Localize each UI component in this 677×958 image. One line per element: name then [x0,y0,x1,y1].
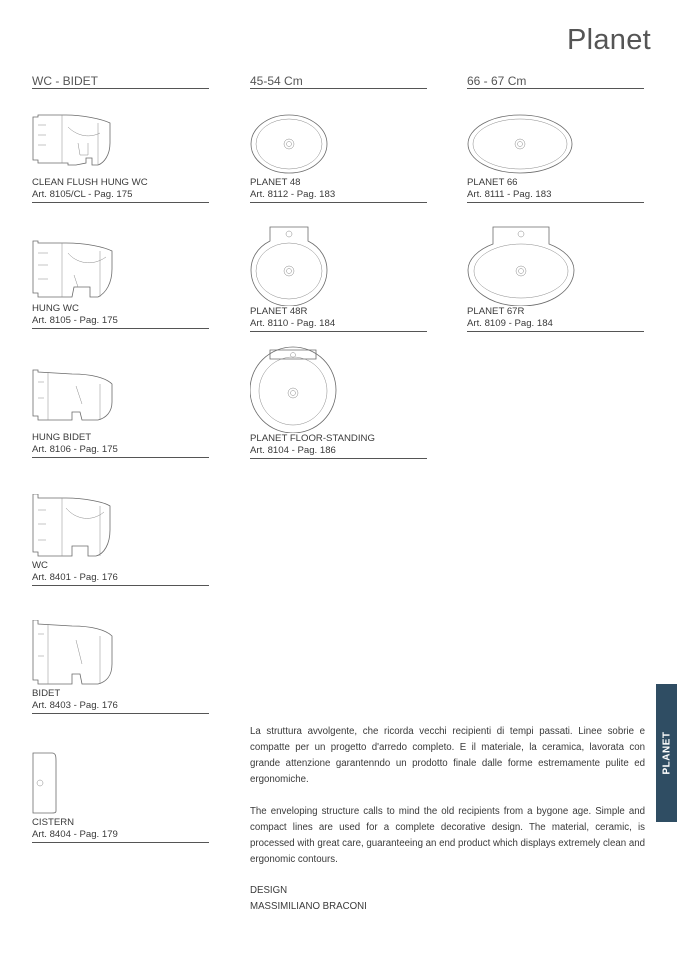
product-reference: Art. 8109 - Pag. 184 [467,318,644,332]
product-reference: Art. 8403 - Pag. 176 [32,700,209,714]
design-label: DESIGN [250,885,288,896]
product-hung-bidet[interactable] [32,368,209,458]
product-reference: Art. 8111 - Pag. 183 [467,189,644,203]
planet-floor-standing-drawing [250,345,427,433]
bidet-drawing [32,620,209,688]
planet-48r-drawing [250,226,427,306]
product-name: PLANET FLOOR-STANDING [250,433,375,444]
product-reference: Art. 8105 - Pag. 175 [32,315,209,329]
product-wc[interactable] [32,494,209,586]
cistern-drawing [32,751,209,817]
product-clean-flush-hung-wc[interactable] [32,113,209,203]
product-reference: Art. 8106 - Pag. 175 [32,444,209,458]
product-name: CLEAN FLUSH HUNG WC [32,177,148,188]
product-hung-wc[interactable] [32,239,209,329]
designer-name: MASSIMILIANO BRACONI [250,901,367,912]
product-name: PLANET 48R [250,306,308,317]
product-reference: Art. 8110 - Pag. 184 [250,318,427,332]
column-heading-66-67: 66 - 67 Cm [467,76,644,89]
product-name: CISTERN [32,817,75,828]
product-cistern[interactable] [32,751,209,843]
product-name: PLANET 48 [250,177,301,188]
side-tab-label: PLANET [661,731,672,775]
column-heading-wc-bidet: WC - BIDET [32,76,209,89]
product-planet-floor-standing[interactable] [250,345,427,459]
product-reference: Art. 8112 - Pag. 183 [250,189,427,203]
product-reference: Art. 8105/CL - Pag. 175 [32,189,209,203]
planet-66-drawing [467,113,644,177]
product-reference: Art. 8404 - Pag. 179 [32,829,209,843]
product-planet-48r[interactable] [250,226,427,332]
wc-drawing [32,494,209,560]
product-name: HUNG BIDET [32,432,92,443]
page-title: Planet [566,24,651,56]
product-name: PLANET 67R [467,306,525,317]
design-credit [250,883,367,915]
product-name: PLANET 66 [467,177,518,188]
product-name: WC [32,560,48,571]
planet-67r-drawing [467,226,644,306]
description-english: The enveloping structure calls to mind the old recipients from a bygone age. Simple and compact lines are used for a complete decorative design. The material, ceramic, is processed with great care, guaranteeing an end product which displays extremely clean and ergonomic contours. [250,806,645,865]
planet-48-drawing [250,113,427,177]
product-name: HUNG WC [32,303,79,314]
hung-bidet-drawing [32,368,209,432]
product-planet-66[interactable] [467,113,644,203]
product-name: BIDET [32,688,61,699]
product-planet-48[interactable] [250,113,427,203]
product-bidet[interactable] [32,620,209,714]
product-planet-67r[interactable] [467,226,644,332]
description-italian: La struttura avvolgente, che ricorda vecchi recipienti di tempi passati. Linee sobrie e compatte per un progetto d'arredo completo. E il materiale, la ceramica, lavorata con grande attenzione garantenndo un prodotto finale dalle forme estremamente pulite ed ergonomiche. [250,726,645,785]
hung-wc-drawing [32,239,209,303]
side-tab-planet[interactable] [656,684,677,822]
clean-flush-wc-drawing [32,113,209,177]
column-heading-45-54: 45-54 Cm [250,76,427,89]
product-reference: Art. 8401 - Pag. 176 [32,572,209,586]
description [250,724,645,884]
product-reference: Art. 8104 - Pag. 186 [250,445,427,459]
